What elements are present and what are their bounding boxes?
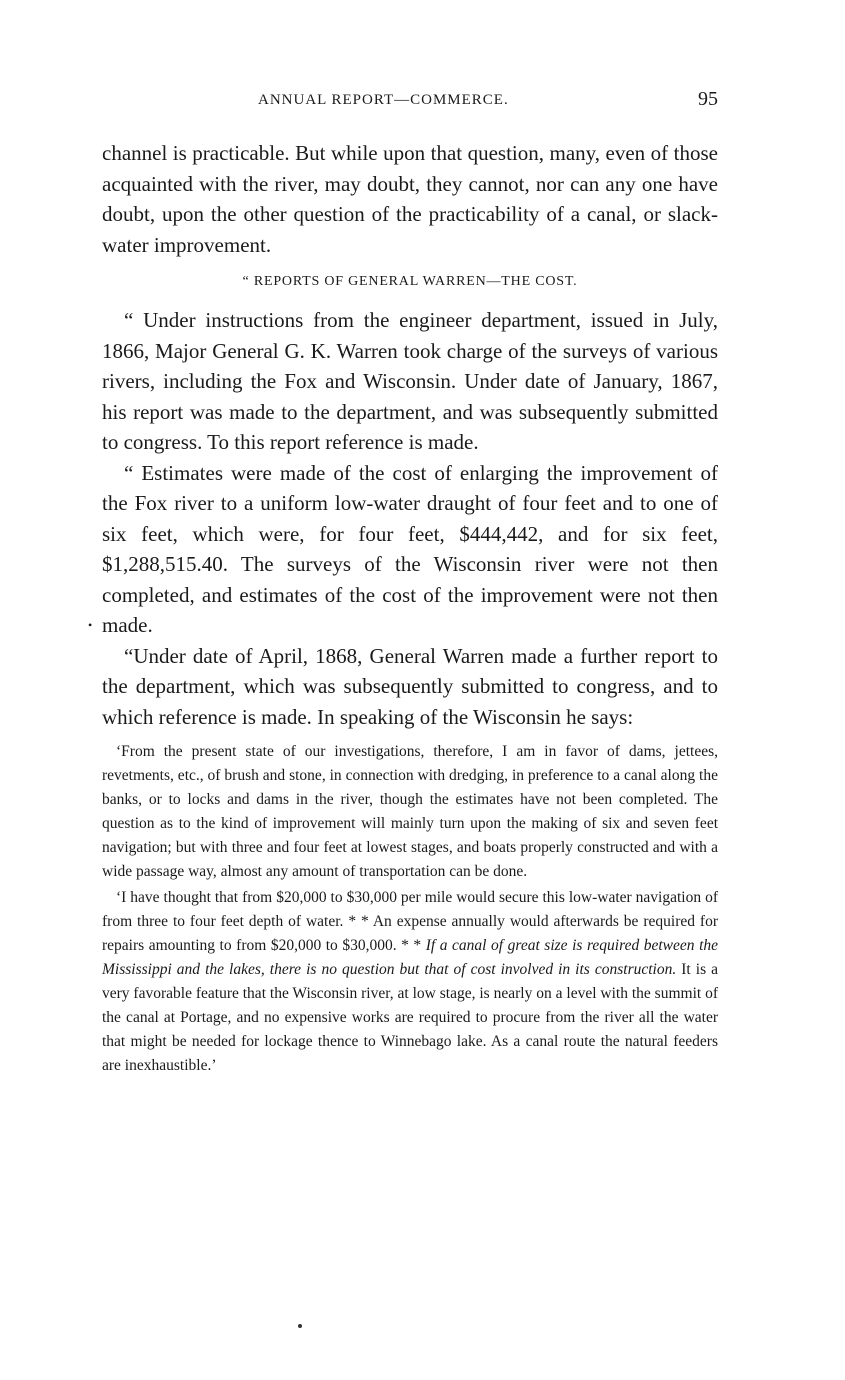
margin-mark: •	[88, 618, 93, 632]
page-number: 95	[698, 88, 718, 110]
body-text	[102, 138, 718, 1078]
page-dot	[298, 1324, 302, 1328]
paragraph-instructions: “ Under instructions from the engineer department, issued in July, 1866, Major General G. K. Warren took charge of the surveys of various rivers, including the Fox and Wisconsin. Under date of January, 1867, his report was made to the department, and was subsequently submitted to congress. To this report reference is made.	[102, 308, 718, 454]
quoted-report	[102, 740, 718, 1078]
quote-2-part-b: It is a very favorable feature that the Wisconsin river, at low stage, is nearly on a level with the summit of the canal at Portage, and no expensive works are required to procure from the river all the water that might be needed for lockage thence to Winnebago lake. As a canal route the natural feeders are inexhaustible.’	[102, 961, 719, 1074]
section-subheading: “ REPORTS OF GENERAL WARREN—THE COST.	[242, 274, 578, 289]
running-header	[102, 88, 718, 114]
quote-2-part-a: ‘I have thought that from $20,000 to $30,000 per mile would secure this low-water navigation of from three to four feet depth of water. * * An expense annually would afterwards be required for repairs amounting to from $20,000 to $30,000. * *	[102, 889, 718, 954]
quote-2-italic: If a canal of great size is required between the Mississippi and the lakes, there is no question but that of cost involved in its construction.	[102, 937, 719, 978]
quote-paragraph-2	[102, 886, 718, 1078]
header-title: ANNUAL REPORT—COMMERCE.	[258, 92, 509, 108]
paragraph-continuation: channel is practicable. But while upon that question, many, even of those acquainted with the river, may doubt, they cannot, nor can any one have doubt, upon the other question of the practicability of a canal, or slack-water improvement.	[102, 141, 718, 257]
quote-paragraph-1: ‘From the present state of our investigations, therefore, I am in favor of dams, jettees, revetments, etc., of brush and stone, in connection with dredging, in preference to a canal along the banks, or to locks and dams in the river, though the estimates have not been completed. The question as to the kind of improvement will mainly turn upon the making of six and seven feet navigation; but with three and four feet at lowest stages, and boats properly constructed and with a wide passage way, almost any amount of transportation can be done.	[102, 743, 718, 880]
paragraph-april-report: “Under date of April, 1868, General Warren made a further report to the department, which was subsequently submitted to congress, and to which reference is made. In speaking of the Wisconsin he says:	[102, 643, 718, 729]
paragraph-estimates: “ Estimates were made of the cost of enlarging the improvement of the Fox river to a uniform low-water draught of four feet and to one of six feet, which were, for four feet, $444,442, and for six feet, $1,288,515.40. The surveys of the Wisconsin river were not then completed, and estimates of the cost of the improvement were not then made.	[102, 460, 718, 637]
